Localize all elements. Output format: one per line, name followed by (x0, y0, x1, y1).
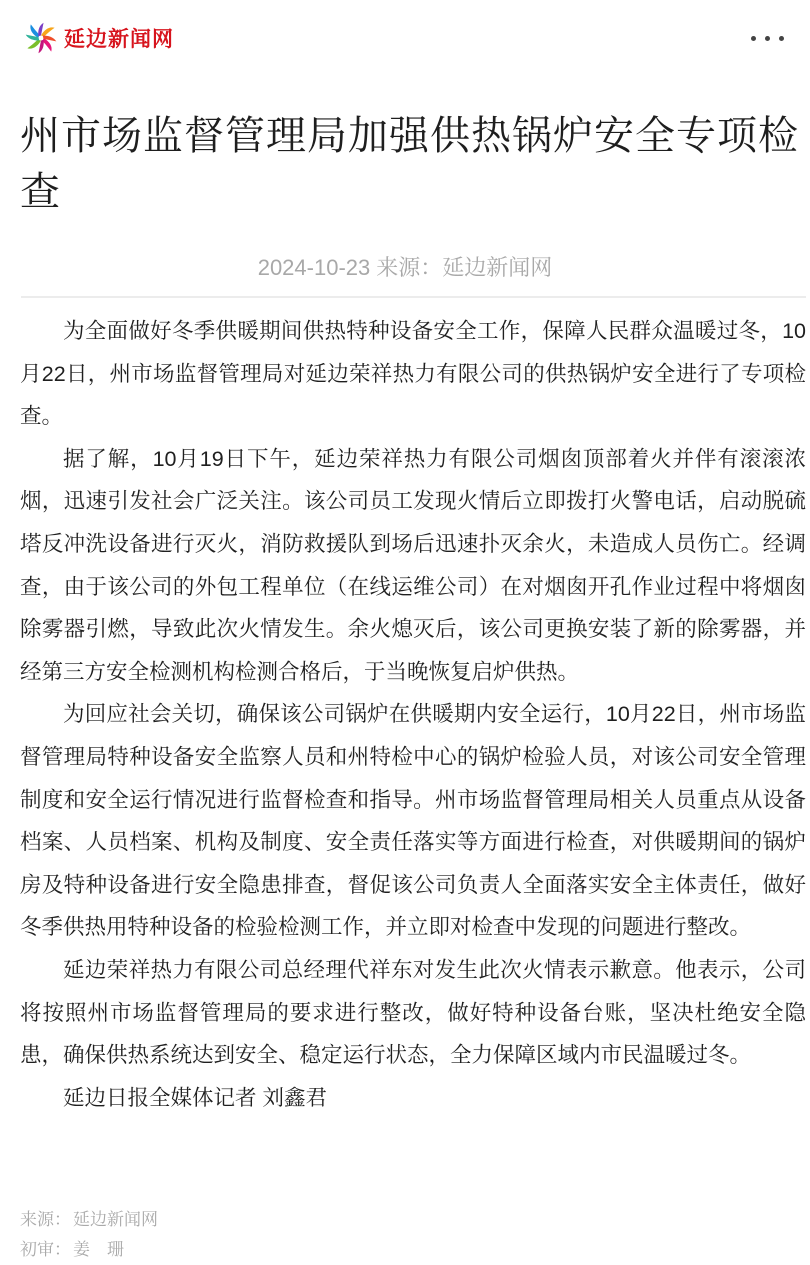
more-dots-icon (779, 36, 784, 41)
footer-review-value: 姜 珊 (73, 1240, 124, 1259)
footer-review-label: 初审： (20, 1240, 71, 1259)
footer-source-value: 延边新闻网 (73, 1210, 158, 1229)
footer-review-row (20, 1235, 158, 1265)
footer-credits (20, 1205, 158, 1265)
source-label: 来源： (376, 255, 443, 280)
body-paragraph: 为回应社会关切，确保该公司锅炉在供暖期内安全运行，10月22日，州市场监督管理局特种设备安全监察人员和州特检中心的锅炉检验人员，对该公司安全管理制度和安全运行情况进行监督检查和指导。州市场监督管理局相关人员重点从设备档案、人员档案、机构及制度、安全责任落实等方面进行检查，对供暖期间的锅炉房及特种设备进行安全隐患排查，督促该公司负责人全面落实安全主体责任，做好冬季供热用特种设备的检验检测工作，并立即对检查中发现的问题进行整改。 (20, 702, 806, 940)
top-bar (0, 0, 810, 76)
more-options-button[interactable] (745, 28, 790, 49)
article-title: 州市场监督管理局加强供热锅炉安全专项检查 (20, 113, 799, 215)
article-meta (0, 252, 810, 284)
footer-source-row (20, 1205, 158, 1235)
body-paragraph: 据了解，10月19日下午，延边荣祥热力有限公司烟囱顶部着火并伴有滚滚浓烟，迅速引发社会广泛关注。该公司员工发现火情后立即拨打火警电话，启动脱硫塔反冲洗设备进行灭火，消防救援队到场后迅速扑灭余火，未造成人员伤亡。经调查，由于该公司的外包工程单位（在线运维公司）在对烟囱开孔作业过程中将烟囱除雾器引燃，导致此次火情发生。余火熄灭后，该公司更换安装了新的除雾器，并经第三方安全检测机构检测合格后，于当晚恢复启炉供热。 (20, 446, 806, 684)
article-body (20, 310, 806, 1119)
reporter-byline: 延边日报全媒体记者 刘鑫君 (63, 1085, 327, 1110)
pinwheel-logo-icon (24, 21, 58, 55)
more-dots-icon (751, 36, 756, 41)
footer-source-label: 来源： (20, 1210, 71, 1229)
source-name: 延边新闻网 (442, 255, 553, 280)
site-brand-link[interactable] (24, 21, 174, 55)
body-paragraph: 延边荣祥热力有限公司总经理代祥东对发生此次火情表示歉意。他表示，公司将按照州市场监督管理局的要求进行整改，做好特种设备台账，坚决杜绝安全隐患，确保供热系统达到安全、稳定运行状态，全力保障区域内市民温暖过冬。 (20, 957, 806, 1068)
more-dots-icon (765, 36, 770, 41)
brand-name: 延边新闻网 (64, 26, 174, 51)
title-divider (21, 296, 806, 298)
publish-date: 2024-10-23 (257, 255, 371, 280)
body-paragraph: 为全面做好冬季供暖期间供热特种设备安全工作，保障人民群众温暖过冬，10月22日，州市场监督管理局对延边荣祥热力有限公司的供热锅炉安全进行了专项检查。 (20, 319, 806, 429)
